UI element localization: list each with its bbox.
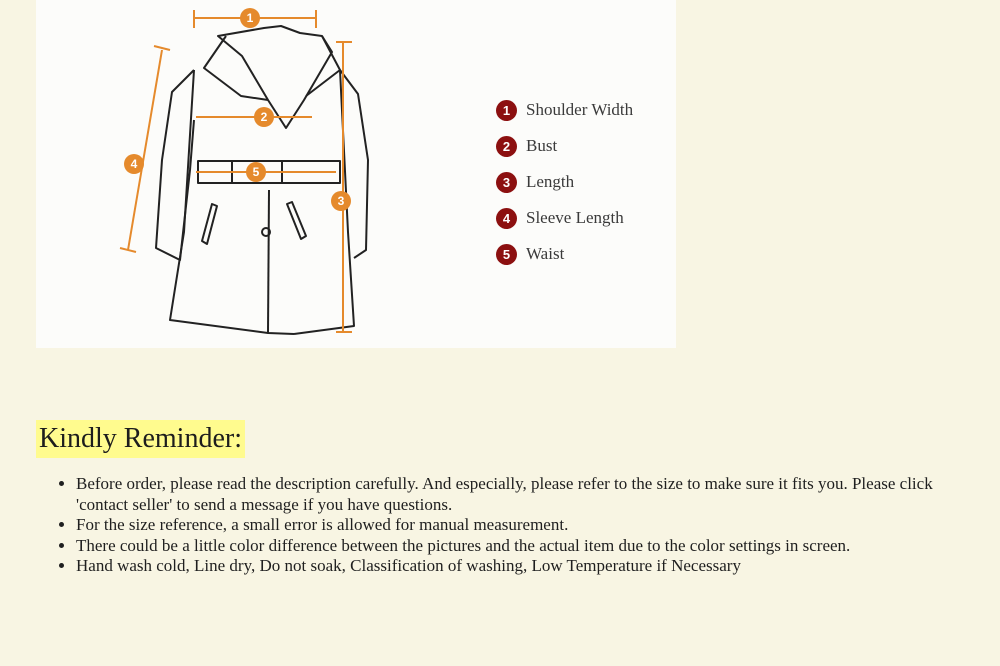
legend-item-sleeve-length — [496, 200, 633, 236]
legend-label: Waist — [526, 244, 565, 263]
legend-label: Sleeve Length — [526, 208, 624, 227]
marker-bust — [254, 107, 274, 127]
legend-label: Shoulder Width — [526, 100, 634, 119]
legend-item-bust — [496, 128, 633, 164]
marker-sleeve-length — [124, 154, 144, 174]
list-item: • Hand wash cold, Line dry, Do not soak, Classification of washing, Low Temperature if Necessary — [76, 556, 981, 577]
diagram-markers — [124, 8, 351, 211]
legend-number-badge: 1 — [496, 100, 517, 121]
legend-label: Bust — [526, 136, 558, 155]
svg-text:3: 3 — [337, 194, 345, 208]
legend-number-badge: 5 — [496, 244, 517, 265]
coat-outline-diagram — [36, 0, 466, 348]
marker-length — [331, 191, 351, 211]
list-item: • There could be a little color difference between the pictures and the actual item due to the color settings in screen. — [76, 536, 981, 557]
size-guide-figure — [36, 0, 676, 348]
marker-waist — [246, 162, 266, 182]
legend-item-shoulder-width — [496, 92, 633, 128]
svg-text:1: 1 — [246, 11, 254, 25]
reminder-heading: Kindly Reminder: — [36, 420, 245, 458]
svg-text:4: 4 — [130, 157, 138, 171]
svg-text:5: 5 — [252, 165, 260, 179]
list-item: • For the size reference, a small error is allowed for manual measurement. — [76, 515, 981, 536]
legend-item-length — [496, 164, 633, 200]
measurement-lines — [120, 10, 352, 332]
legend-label: Length — [526, 172, 575, 191]
reminder-notes-list — [76, 474, 981, 577]
legend-number-badge: 3 — [496, 172, 517, 193]
legend-number-badge: 4 — [496, 208, 517, 229]
svg-text:2: 2 — [260, 110, 268, 124]
list-item: • Before order, please read the description carefully. And especially, please refer to the size to make sure it fits you. Please click 'contact seller' to send a message if you have questions. — [76, 474, 981, 515]
measurement-legend — [496, 92, 633, 272]
marker-shoulder-width — [240, 8, 260, 28]
legend-item-waist — [496, 236, 633, 272]
legend-number-badge: 2 — [496, 136, 517, 157]
